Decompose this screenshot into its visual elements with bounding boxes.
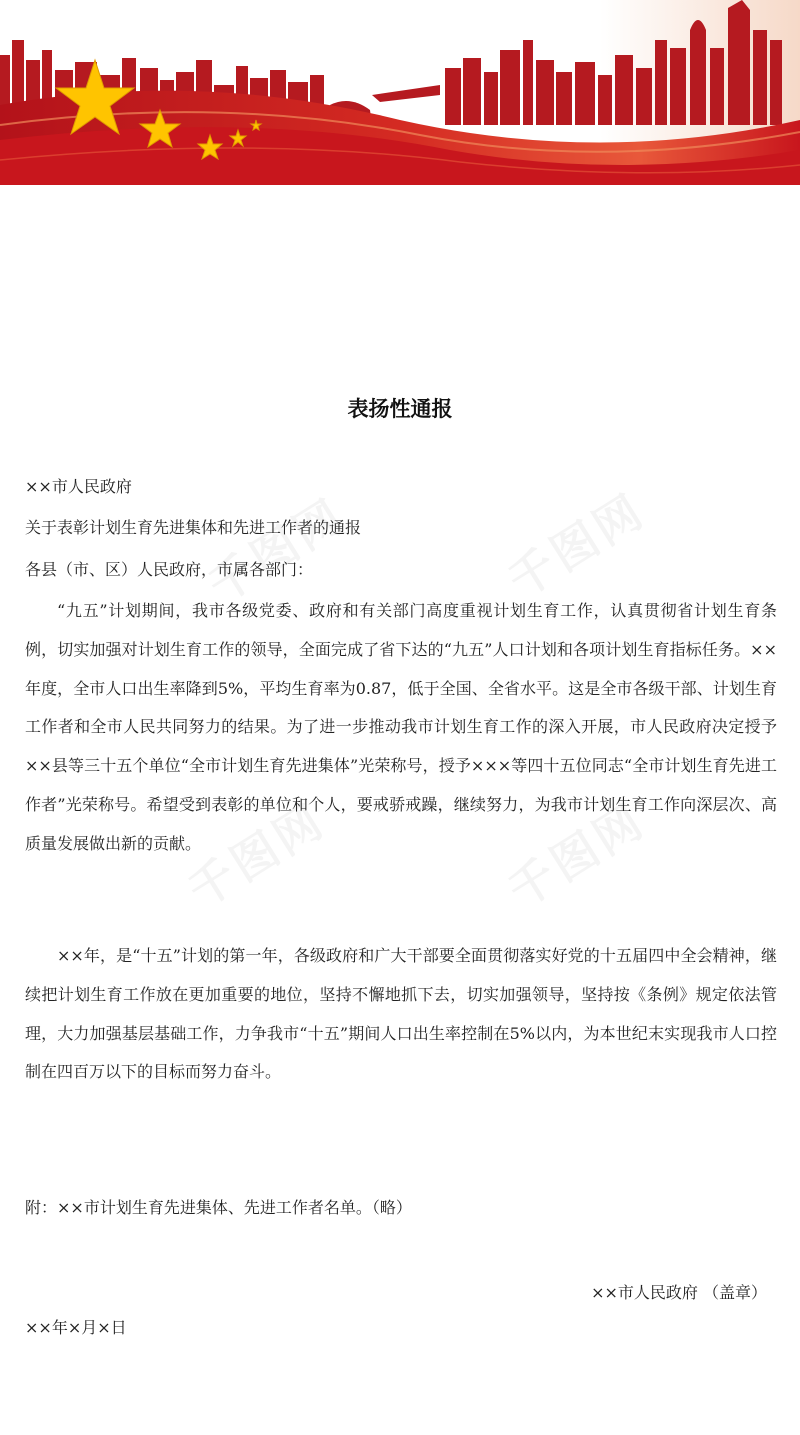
watermark [494, 475, 656, 610]
subject: 关于表彰计划生育先进集体和先进工作者的通报 [25, 518, 362, 537]
attachment-note: 附：××市计划生育先进集体、先进工作者名单。（略） [25, 1198, 412, 1217]
header-banner [0, 0, 800, 185]
body-paragraph-2: ××年，是“十五”计划的第一年，各级政府和广大干部要全面贯彻落实好党的十五届四中全会精神，继续把计划生育工作放在更加重要的地位，坚持不懈地抓下去，切实加强领导，坚持按《条例》规定依法管理，大力加强基层基础工作，力争我市“十五”期间人口出生率控制在5%以内，为本世纪末实现我市人口控制在四百万以下的目标而努力奋斗。 [25, 946, 777, 1082]
issuer: ××市人民政府 [25, 477, 132, 496]
document-title: 表扬性通报 [347, 397, 453, 421]
recipients: 各县（市、区）人民政府，市属各部门： [25, 560, 314, 579]
signature: ××市人民政府 （盖章） [591, 1283, 767, 1302]
date: ××年×月×日 [25, 1318, 127, 1337]
body-paragraph-1: “九五”计划期间，我市各级党委、政府和有关部门高度重视计划生育工作，认真贯彻省计划生育条例，切实加强对计划生育工作的领导，全面完成了省下达的“九五”人口计划和各项计划生育指标任务。××年度，全市人口出生率降到5%，平均生育率为0.87，低于全国、全省水平。这是全市各级干部、计划生育工作者和全市人民共同努力的结果。为了进一步推动我市计划生育工作的深入开展，市人民政府决定授予××县等三十五个单位“全市计划生育先进集体”光荣称号，授予×××等四十五位同志“全市计划生育先进工作者”光荣称号。希望受到表彰的单位和个人，要戒骄戒躁，继续努力，为我市计划生育工作向深层次、高质量发展做出新的贡献。 [25, 601, 777, 853]
